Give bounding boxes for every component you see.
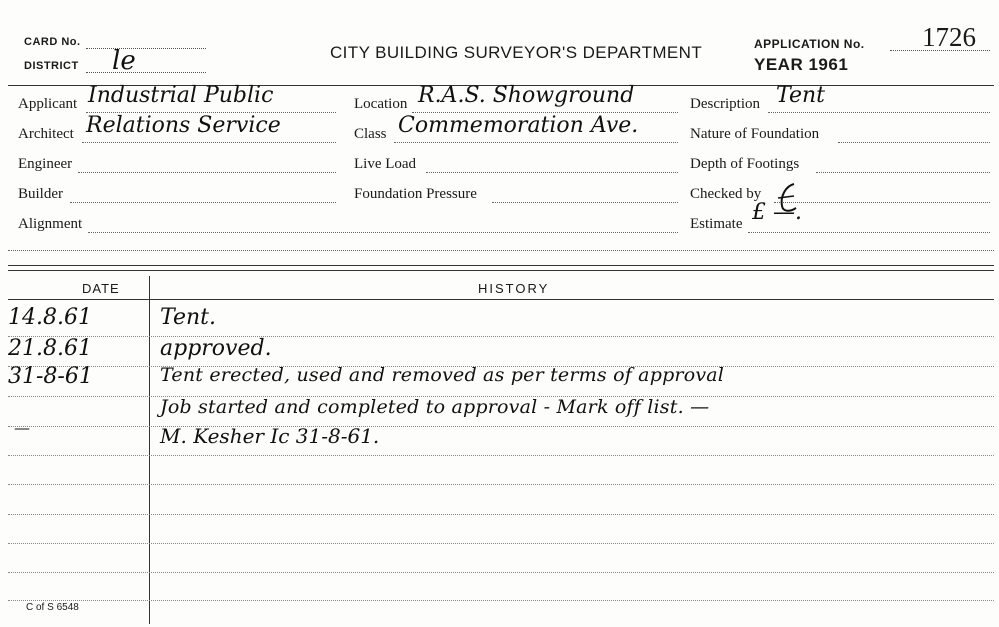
class-value: Commemoration Ave.	[398, 113, 639, 138]
location-label: Location	[354, 96, 408, 112]
district-field	[86, 72, 206, 73]
year-label: YEAR 1961	[754, 55, 849, 74]
history-row-date: 14.8.61	[8, 305, 92, 330]
card-no-field	[86, 48, 206, 49]
department-title: CITY BUILDING SURVEYOR'S DEPARTMENT	[330, 43, 703, 62]
history-row-text: approved.	[160, 336, 272, 361]
history-row-text: Tent.	[160, 305, 216, 330]
class-line	[394, 142, 678, 143]
architect-line	[82, 142, 336, 143]
section-divider-lower	[8, 270, 994, 271]
table-rule	[8, 600, 994, 601]
description-line	[768, 112, 990, 113]
live-load-label: Live Load	[354, 156, 417, 172]
district-value: le	[112, 46, 136, 76]
applicant-label: Applicant	[18, 96, 78, 112]
description-value: Tent	[776, 83, 825, 108]
builder-line	[70, 202, 336, 203]
architect-value: Relations Service	[86, 113, 281, 138]
history-column-header: HISTORY	[478, 281, 550, 296]
history-row-date: —	[14, 418, 30, 437]
checked-by-line	[774, 202, 990, 203]
class-label: Class	[354, 126, 387, 142]
estimate-label: Estimate	[690, 216, 743, 232]
history-row-text: Tent erected, used and removed as per terms of approval	[160, 364, 725, 386]
depth-of-footings-label: Depth of Footings	[690, 156, 800, 172]
table-rule	[8, 514, 994, 515]
section-divider-upper	[8, 265, 994, 266]
table-rule	[8, 455, 994, 456]
foundation-pressure-line	[492, 202, 678, 203]
checked-by-label: Checked by	[690, 186, 762, 202]
date-column-header: DATE	[82, 281, 120, 296]
table-rule	[8, 572, 994, 573]
table-rule	[8, 426, 994, 427]
foundation-pressure-label: Foundation Pressure	[354, 186, 477, 202]
alignment-label: Alignment	[18, 216, 83, 232]
table-rule	[8, 336, 994, 337]
fields-bottom-line	[8, 250, 994, 251]
builder-label: Builder	[18, 186, 63, 202]
district-label: DISTRICT	[24, 60, 79, 72]
table-rule	[8, 484, 994, 485]
history-row-text: Job started and completed to approval - Mark off list. —	[160, 396, 710, 418]
table-header-rule	[8, 299, 994, 300]
description-label: Description	[690, 96, 760, 112]
engineer-label: Engineer	[18, 156, 73, 172]
architect-label: Architect	[18, 126, 74, 142]
applicant-value: Industrial Public	[88, 83, 274, 108]
engineer-line	[78, 172, 336, 173]
estimate-value: £ —.	[752, 200, 802, 225]
card-no-label: CARD No.	[24, 36, 81, 48]
table-rule	[8, 543, 994, 544]
history-row-date: 21.8.61	[8, 336, 92, 361]
history-row-text: M. Kesher Ic 31-8-61.	[160, 424, 380, 448]
form-code: C of S 6548	[26, 602, 79, 613]
live-load-line	[426, 172, 678, 173]
history-row-date: 31-8-61	[8, 364, 93, 389]
alignment-line	[88, 232, 678, 233]
location-value: R.A.S. Showground	[418, 83, 635, 108]
depth-of-footings-line	[816, 172, 990, 173]
application-no-value: 1726	[922, 22, 976, 52]
application-no-label: APPLICATION No.	[754, 37, 865, 51]
estimate-line	[748, 232, 990, 233]
nature-of-foundation-line	[838, 142, 990, 143]
nature-of-foundation-label: Nature of Foundation	[690, 126, 820, 142]
